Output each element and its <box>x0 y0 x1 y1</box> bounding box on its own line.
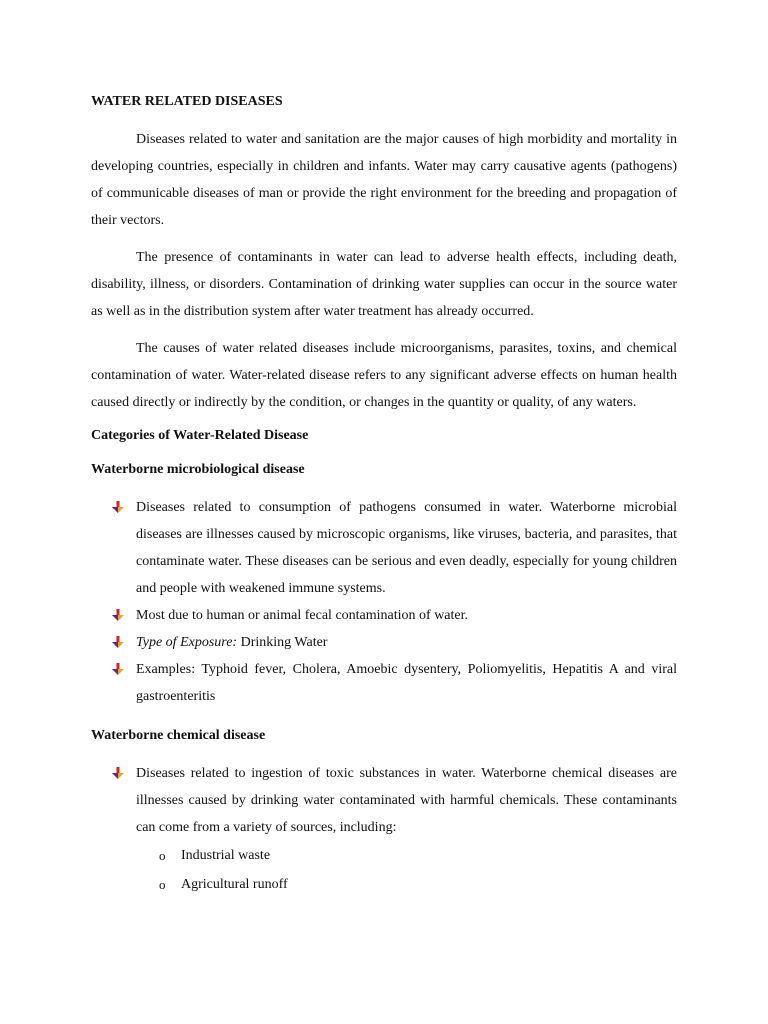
document-page <box>91 92 677 899</box>
list-item <box>136 629 677 656</box>
exposure-value: Drinking Water <box>237 635 328 650</box>
document-title: WATER RELATED DISEASES <box>91 94 283 109</box>
categories-heading: Categories of Water-Related Disease <box>91 428 309 443</box>
arrow-down-bullet-icon <box>112 636 124 648</box>
circle-bullet-icon: o <box>159 848 166 863</box>
chemical-heading: Waterborne chemical disease <box>91 728 266 743</box>
source-sub-list <box>136 841 677 899</box>
exposure-label: Type of Exposure: <box>136 635 238 650</box>
list-item <box>136 602 677 629</box>
list-item-text: Examples: Typhoid fever, Cholera, Amoebic dysentery, Poliomyelitis, Hepatitis A and viral gastroenteritis <box>136 662 677 704</box>
sub-list-item-text: Agricultural runoff <box>181 877 288 892</box>
sub-list-item-text: Industrial waste <box>181 848 271 863</box>
sub-list-item <box>159 870 677 899</box>
microbiological-list <box>91 494 677 710</box>
list-item-text: Diseases related to ingestion of toxic substances in water. Waterborne chemical diseases are illnesses caused by drinking water contaminated with harmful chemicals. These contaminants can come from a variety of sources, including: <box>136 766 677 835</box>
paragraph: Diseases related to water and sanitation are the major causes of high morbidity and mortality in developing countries, especially in children and infants. Water may carry causative agents (pathogens) of communicable diseases of man or provide the right environment for the breeding and propagation of their vectors. <box>91 132 677 228</box>
list-item-text: Diseases related to consumption of pathogens consumed in water. Waterborne microbial diseases are illnesses caused by microscopic organisms, like viruses, bacteria, and parasites, that contaminate water. These diseases can be serious and even deadly, especially for young children and people with weakened immune systems. <box>136 500 677 596</box>
list-item-text: Most due to human or animal fecal contamination of water. <box>136 608 469 623</box>
microbiological-heading: Waterborne microbiological disease <box>91 462 305 477</box>
circle-bullet-icon: o <box>159 877 166 892</box>
list-item <box>136 494 677 602</box>
paragraph: The presence of contaminants in water can lead to adverse health effects, including death, disability, illness, or disorders. Contamination of drinking water supplies can occur in the source water as well as in the distribution system after water treatment has already occurred. <box>91 250 677 319</box>
sub-list-item <box>159 841 677 870</box>
paragraph: The causes of water related diseases include microorganisms, parasites, toxins, and chemical contamination of water. Water-related disease refers to any significant adverse effects on human health caused directly or indirectly by the condition, or changes in the quantity or quality, of any waters. <box>91 341 677 410</box>
arrow-down-bullet-icon <box>112 767 124 779</box>
list-item <box>136 760 677 899</box>
list-item <box>136 656 677 710</box>
arrow-down-bullet-icon <box>112 609 124 621</box>
chemical-list <box>91 760 677 899</box>
arrow-down-bullet-icon <box>112 663 124 675</box>
arrow-down-bullet-icon <box>112 501 124 513</box>
